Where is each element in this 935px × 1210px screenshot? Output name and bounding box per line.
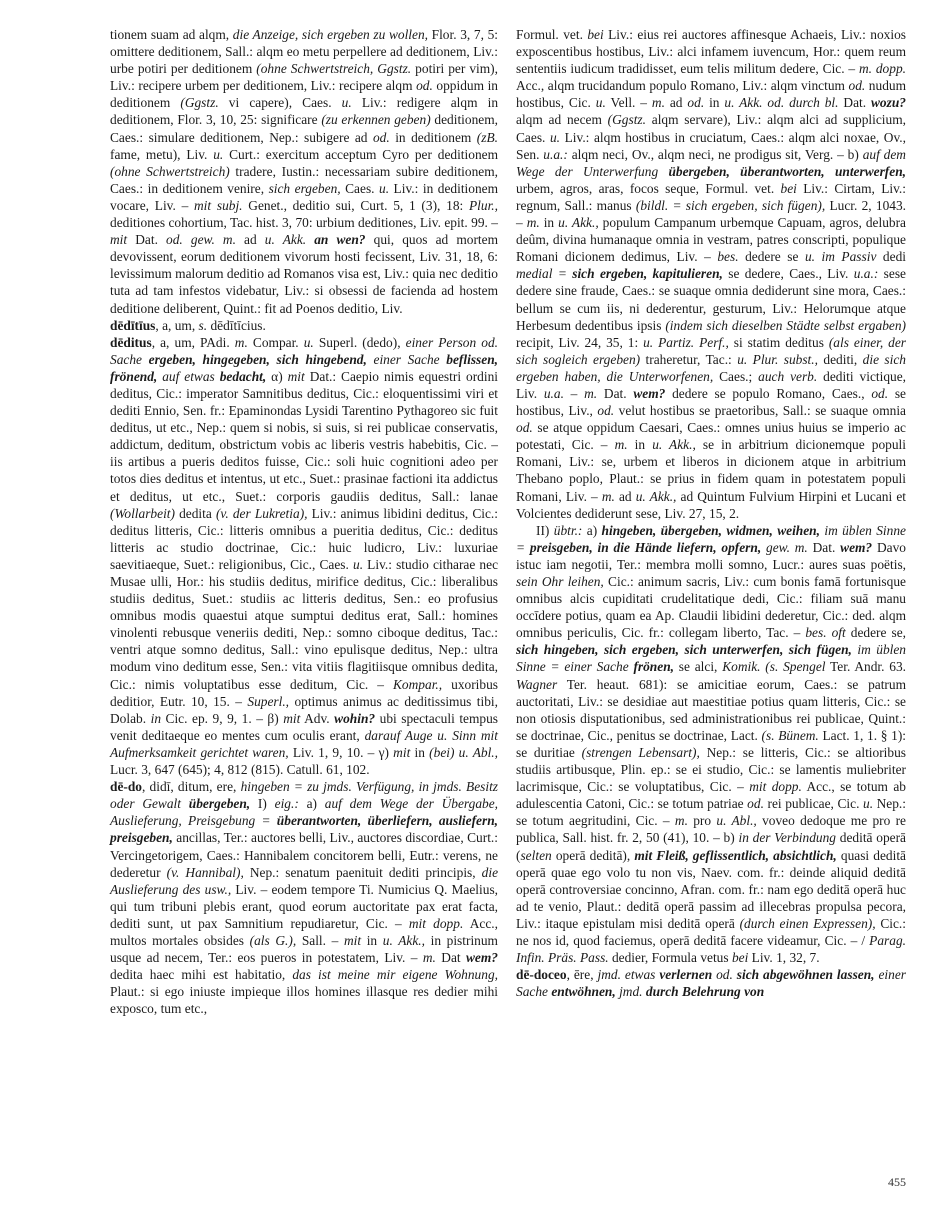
entry-keyword: dē-doceo	[516, 967, 567, 983]
entry-gloss: u.a.:	[543, 146, 568, 162]
entry-keyword: überantworten, überliefern, ausliefern, preisgeben,	[110, 813, 499, 846]
entry-text: Acc., multos mortales obsides	[110, 915, 498, 948]
entry-text: Plaut.: si ego iniuste impieque illos homines illasque res dedier mihi exposco, tum etc.,	[110, 984, 498, 1017]
entry-gloss: sein Ohr leihen,	[516, 574, 604, 589]
entry-text: tionem suam ad alqm,	[110, 27, 233, 42]
entry-gloss: (ohne Schwertstreich)	[110, 163, 230, 179]
entry-keyword: dēditus	[110, 334, 152, 350]
entry-gloss: mit	[283, 710, 301, 726]
entry-keyword: übergeben,	[188, 796, 251, 812]
entry-gloss: das ist meine mir eigene Wohnung,	[292, 967, 498, 983]
entry-text: Cic. ep. 9, 9, 1. – β)	[161, 710, 284, 726]
entry-gloss: od.	[516, 420, 533, 436]
entry-text: voveo dedoque me pro re publica, Sall. hist. fr. 2, 50 (41), 10. – b)	[516, 813, 906, 846]
entry-text: Flor. 3, 7, 5: omittere deditionem, Sall.: alqm eo metu perpellere ad deditionem, Liv.: urbe potiri per deditionem	[110, 27, 498, 77]
entry-text: Compar.	[247, 334, 304, 350]
entry-gloss: od. gew. m.	[166, 232, 236, 248]
entry-text: Adv.	[300, 710, 335, 726]
entry-text: Caes.	[340, 180, 380, 196]
entry-text: alqm servare), Liv.: alqm alci ad supplicium, Caes.	[516, 112, 906, 145]
entry-gloss: eig.:	[274, 796, 299, 812]
entry-text: vi capere), Caes.	[218, 95, 342, 111]
entry-gloss: u. Abl.,	[716, 813, 757, 829]
entry-gloss: gew. m.	[766, 539, 808, 555]
entry-gloss: (zB.	[476, 129, 498, 145]
entry-gloss: u.	[303, 334, 314, 350]
entry-keyword: sich hingeben, sich ergeben, sich unterwerfen, sich fügen,	[516, 642, 852, 658]
entry-gloss: auf dem Wege der Übergabe, Auslieferung, Preisgebung =	[110, 796, 498, 829]
entry-text	[367, 352, 374, 367]
entry-gloss: (Ggstz.	[180, 95, 219, 111]
entry-text: Liv.: Cirtam, Liv.: regnum, Sall.: manus	[516, 180, 906, 213]
entry-text: velut hostibus se praetoribus, Sall.: se suaque omnia	[614, 403, 906, 419]
entry-text: I)	[250, 796, 275, 812]
entry-gloss: mit dopp.	[408, 915, 464, 931]
entry-text: in	[704, 95, 725, 111]
entry-gloss: Superl.,	[247, 693, 290, 709]
entry-text: ad Quintum Fulvium Hirpini et Lucani et Volcientes dediderunt sese, Liv. 27, 15, 2.	[516, 488, 906, 521]
dictionary-entry-paragraph	[110, 778, 498, 1017]
entry-text: Ter. heaut. 681): se amicitiae eorum, Caes.: se patrum auctoritati, Liv.: se desidiae aut maestitiae potius quam litteris, Cic.: se non otiosis disputationibus, sed administrationibus rei publicae, Quint.: se doctrinae, Cic., penitus se doctrinae, Lact.	[516, 676, 906, 743]
entry-text: Nep.: se totum aegritudini, Cic. –	[516, 796, 906, 829]
entry-gloss: (indem sich dieselben Städte selbst ergaben)	[665, 317, 906, 333]
entry-gloss: medial =	[516, 266, 567, 282]
entry-gloss: hingeben = zu jmds. Verfügung, in jmds. Besitz oder Gewalt	[110, 779, 498, 812]
entry-text: dēdītīcius.	[207, 317, 266, 333]
entry-gloss: Parag. Infin. Präs. Pass.	[516, 932, 906, 966]
entry-text: in	[627, 437, 653, 453]
dictionary-entry-paragraph	[110, 317, 498, 334]
entry-gloss: u.	[353, 556, 364, 572]
entry-gloss: m.	[674, 813, 688, 829]
entry-text: Lact. 1, 1. § 1): se duritiae	[516, 727, 906, 760]
entry-text: dedere se populo Romano, Caes.,	[665, 385, 872, 401]
entry-gloss: od.	[416, 78, 433, 94]
entry-text: Cic.: ne nos id, quod faciemus, operā deditā facere videamur, Cic. – /	[516, 915, 906, 948]
dictionary-entry-paragraph	[110, 334, 498, 778]
entry-text: se alci,	[674, 659, 723, 675]
entry-text: recipit, Liv. 24, 35, 1:	[516, 334, 644, 350]
entry-text: ubi spectaculi tempus venit deditaeque eo mentes cum oculis erant,	[110, 710, 498, 743]
entry-text: Dat	[435, 950, 466, 966]
entry-gloss: od.	[372, 129, 390, 145]
entry-gloss: mit	[110, 232, 128, 248]
entry-keyword: verlernen	[659, 967, 713, 983]
dictionary-entry-paragraph	[516, 26, 906, 522]
entry-keyword: preisgeben, in die Hände liefern, opfern,	[529, 539, 762, 555]
dictionary-entry-paragraph	[516, 966, 906, 1000]
entry-gloss: u.	[549, 129, 561, 145]
entry-gloss: u.	[213, 146, 224, 162]
left-column	[110, 26, 498, 1017]
entry-text: Lucr. 2, 1043. –	[516, 197, 907, 231]
entry-gloss: u. Akk. od. durch bl.	[724, 95, 839, 111]
entry-text: alqm ad necem	[516, 112, 608, 128]
entry-text: Dat.	[127, 232, 167, 248]
entry-gloss: u.a.	[543, 385, 564, 401]
entry-text: se hostibus, Liv.,	[516, 385, 906, 419]
entry-gloss: u. Akk.,	[652, 437, 696, 453]
entry-gloss: od.	[597, 403, 615, 419]
entry-text: Dat.: Caepio nimis equestri ordini deditus, Cic.: imperator Samnitibus deditus, Cic.: eloquentissimi viri et dediti Ennio, Sen. fr.: Epaminondas Lysidi Tarentino Pythagoreo sic fuit deditus, ut etc., Nep.: quem si nobis, si suis, si rei publicae conservatis, addictum, deditum, obstrictum vobis ac liberis vestris habebitis, Cic. – iis artibus a pueris deditos fuisse, Cic.: soli huic cognitioni adeo per totos dies deditus et intentus, ut etc., Suet.: prasinae factioni ita addictus et deditus, ut etc., Suet.: corporis gaudiis deditus, Sall.: lanae	[110, 368, 498, 504]
entry-text	[658, 164, 668, 179]
entry-gloss: u.a.:	[853, 266, 879, 282]
entry-text: quasi deditā operā quae ego volo tu non vis, Naev. com. fr.: deinde aliquid deditā operā controversiae concinno, Afran. com. fr.: nam ego deditā operā huc ad te venio, Plaut.: deditā operā passim ad illecebras propulsa pecora, Liv.: itaque epistulam misi deditā operā	[516, 847, 906, 931]
entry-text: Superl. (dedo),	[313, 334, 406, 350]
entry-gloss: m.	[614, 437, 628, 453]
right-column	[516, 26, 906, 1000]
entry-gloss: bei	[587, 27, 604, 42]
entry-text: dedere se,	[845, 625, 906, 641]
entry-gloss: die Auslieferung des usw.,	[110, 864, 499, 897]
entry-text: qui, quos ad mortem devovissent, eorum deditionem vivorum hosti fecissent, Liv. 31, 18, 6: levissimum malorum deditio ad Romanos visa est, Liv.: quia nec deditio tuta ad tam infestos videbatur, Liv.: si obsessi de facienda ad hostem deditione deliberent, Quint.: fit ad Poenos deditio, Liv.	[110, 232, 498, 316]
entry-text: in	[361, 932, 383, 948]
entry-gloss: in	[150, 710, 162, 726]
entry-text: , a, um, PAdi.	[151, 334, 235, 350]
entry-keyword: wem?	[466, 950, 498, 966]
entry-text: tradere, Iustin.: necessariam subire deditionem, Caes.: in deditionem venire,	[110, 163, 498, 196]
entry-text: Liv.: studio citharae nec Musae ulli, Hor.: his studiis deditus, mirifice deditus, Cic.: liberalibus studiis deditus, Suet.: studiis ac litteris deditus, Sen.: eo profusius omnibus modis quaestui atque sumptui deditus erat, Sall.: homines vinolenti rebusque veneriis dediti, Nep.: somno ciboque deditus, Tac.: ventri atque somno deditus, Sall.: vino epulisque deditus, Nep.: ultra modum vino deditum esse, Sen.: vita vitiis flagitiisque omnibus dedita, Cic.: nimis voluptatibus esse deditum, Cic. –	[110, 556, 499, 692]
entry-text: se atque oppidum Caesari, Caes.: omnes unius huius se imperio ac potestati, Cic. –	[516, 420, 906, 453]
entry-text: pro	[687, 813, 717, 829]
entry-gloss: mit dopp.	[749, 779, 802, 795]
entry-keyword: dē-do	[110, 779, 142, 795]
entry-text: in deditionem	[389, 129, 477, 145]
entry-gloss: bei	[780, 180, 797, 196]
entry-gloss: selten	[520, 847, 552, 863]
entry-gloss: od.	[716, 967, 733, 983]
entry-gloss: einer Person od. Sache	[110, 334, 498, 367]
entry-text: Liv.: animus libidini deditus, Cic.: deditus litteris, Cic.: litteris omnibus a pueritia deditus, Cic.: deditus litteris ac studio doctrinae, Cic.: huic ludicro, Liv.: luxuriae saevitiaeque, Suet.: religionibus, Cic., Caes.	[110, 505, 498, 572]
entry-text: Dat.	[807, 539, 841, 555]
entry-text: dedita haec mihi est habitatio,	[110, 967, 293, 983]
entry-text: se dedere, Caes., Liv.	[722, 266, 854, 282]
entry-text: potiri per vim), Liv.: recipere urbem per deditionem, Liv.: recipere alqm	[110, 61, 498, 94]
entry-gloss: auf etwas	[162, 368, 215, 384]
entry-gloss: u. Akk.	[264, 232, 307, 248]
entry-gloss: (strengen Lebensart),	[581, 744, 700, 760]
entry-keyword: sich ergeben, kapitulieren,	[572, 266, 723, 282]
entry-gloss: m.	[526, 215, 540, 231]
entry-gloss: (v. Hannibal),	[166, 864, 244, 880]
entry-keyword: beflissen, frönend,	[110, 351, 498, 384]
entry-text: Caes.;	[713, 368, 759, 384]
entry-text: Sall. –	[296, 932, 344, 948]
entry-keyword: hingeben, übergeben, widmen, weihen,	[601, 522, 820, 538]
entry-gloss: einer Sache	[516, 967, 906, 1000]
entry-gloss: (ohne Schwertstreich, Ggstz.	[256, 61, 412, 77]
entry-text: a)	[298, 796, 325, 812]
entry-text: a)	[582, 522, 602, 538]
entry-text: si statim deditus	[728, 334, 829, 350]
entry-gloss: mit	[343, 932, 362, 948]
entry-text: rei publicae, Cic.	[763, 796, 863, 812]
entry-gloss: Komik. (s. Spengel	[722, 659, 826, 675]
entry-keyword: wohin?	[334, 710, 376, 726]
entry-text: –	[563, 385, 585, 401]
entry-gloss: Wagner	[516, 676, 558, 692]
entry-gloss: (s. Bünem.	[761, 727, 819, 743]
entry-text: Nep.: se litteris, Cic.: se altioribus studiis artibusque, Plin. ep.: se ei studio, Cic.: se lamentis muliebriter lacrimisque, Cic.: se voluptatibus, Cic. –	[516, 744, 906, 795]
entry-text: Dat.	[597, 385, 634, 401]
entry-text: se in arbitrium dicionemque populi Romani, Liv.: se, urbem et liberos in dicionem atque in arbitrium Thebano poplo, Plaut.: se prius in fidem quam in potestatem populi Romani, Liv. –	[516, 437, 906, 504]
entry-text: Liv. 1, 9, 10. – γ)	[288, 744, 394, 760]
entry-gloss: mit	[393, 744, 411, 760]
entry-keyword: dēdītīus	[110, 317, 156, 333]
entry-gloss: od.	[848, 78, 866, 94]
entry-text: II)	[536, 522, 554, 538]
entry-gloss: die Anzeige, sich ergeben zu wollen,	[232, 27, 428, 42]
entry-text: Liv.: in deditionem vocare, Liv. –	[110, 180, 499, 213]
entry-text: Acc., alqm trucidandum populo Romano, Liv.: alqm vinctum	[516, 78, 849, 94]
entry-gloss: Kompar.,	[393, 676, 443, 692]
entry-text: deditā operā (	[516, 830, 906, 863]
entry-text: Liv. – eodem tempore Ti. Numicius Q. Maelius, qui tum tribuni plebis erant, quod eorum auctoritate pax erat facta, dediti sunt, ut pax Samnitium repudiaretur, Cic. –	[110, 881, 498, 931]
entry-gloss: od.	[687, 95, 705, 111]
entry-keyword: übergeben, überantworten, unterwerfen,	[668, 163, 906, 179]
dictionary-entry-paragraph	[110, 26, 498, 317]
entry-gloss: darauf Auge u. Sinn mit Aufmerksamkeit gerichtet waren,	[110, 727, 498, 760]
entry-gloss: (zu erkennen geben)	[321, 112, 431, 128]
entry-text: alqm neci, Ov., alqm neci, ne prodigus sit, Verg. – b)	[567, 146, 863, 162]
entry-gloss: Plur.,	[468, 197, 498, 213]
entry-text: Ter. Andr. 63.	[825, 659, 906, 675]
entry-gloss: übtr.:	[553, 522, 583, 538]
entry-gloss: m.	[584, 385, 598, 401]
entry-gloss: auch verb.	[758, 368, 818, 384]
entry-gloss: (bei) u. Abl.,	[429, 744, 498, 760]
entry-text: Dat.	[838, 95, 871, 111]
entry-gloss: (als einer, der sich sogleich ergeben)	[516, 334, 906, 367]
entry-text: sese dedere sine fraude, Caes.: se suaque omnia dediderunt sine mora, Caes.: bellum se cum iis, ni dederentur, gesturum, Liv.: Helorumque atque Herbesum dedentibus ipsis	[516, 266, 906, 333]
entry-gloss: m. dopp.	[858, 61, 906, 77]
entry-text: nudum hostibus, Cic.	[516, 78, 906, 111]
entry-text: Liv. 1, 32, 7.	[748, 950, 820, 966]
entry-text: Liv.: alqm hostibus in cruciatum, Caes.: alqm alci noxae, Ov., Sen.	[516, 129, 907, 162]
entry-text: Liv.: eius rei auctores affinesque Achaeis, Liv.: noxios exposcentibus hostibus, Liv.: alci infamem iuvencum, Hor.: quem reum sententiis iudicum tradidisset, eum telis militum dedere, Cic. –	[516, 27, 906, 77]
entry-gloss: u.	[379, 180, 390, 196]
entry-gloss: jmd. etwas	[597, 967, 656, 983]
entry-gloss: die sich ergeben haben, die Unterworfenen,	[516, 351, 907, 384]
entry-gloss: (durch einen Expressen),	[739, 915, 876, 931]
entry-keyword: wozu?	[871, 95, 906, 111]
entry-gloss: u. Akk.,	[635, 488, 677, 504]
entry-gloss: in der Verbindung	[738, 830, 837, 846]
entry-gloss: u. Partiz. Perf.,	[643, 334, 729, 350]
entry-text: in	[410, 744, 430, 760]
entry-gloss: bes.	[717, 249, 739, 265]
entry-text: dedier, Formula vetus	[608, 950, 732, 966]
entry-gloss: u.	[595, 95, 606, 111]
entry-gloss: s.	[198, 317, 208, 333]
entry-text: ad	[235, 232, 265, 248]
entry-keyword: wem?	[633, 385, 666, 401]
entry-gloss: im üblen Sinne = einer Sache	[516, 642, 907, 675]
entry-gloss: auf dem Wege der Unterwerfung	[516, 146, 906, 179]
entry-text: , didī, ditum, ere,	[142, 779, 241, 795]
entry-text: Nep.: senatum paenituit dediti principis,	[243, 864, 482, 880]
entry-gloss: (Wollarbeit)	[110, 505, 175, 521]
entry-keyword: an wen?	[314, 232, 366, 248]
entry-gloss: bes. oft	[805, 625, 846, 641]
entry-text: oppidum in deditionem	[110, 78, 498, 111]
dictionary-entry-paragraph	[516, 522, 906, 966]
entry-gloss: jmd.	[619, 984, 643, 1000]
entry-text: ad	[614, 488, 636, 504]
entry-gloss: (als G.),	[249, 932, 297, 948]
entry-text: dediti victique, Liv.	[516, 368, 907, 401]
entry-gloss: u. im Passiv	[804, 249, 877, 265]
entry-text: ancillas, Ter.: auctores belli, Liv., auctores discordiae, Curt.: Vercingetorigem, Caes.: Hannibalem concitorem belli, Eutr.: verens, ne dederetur	[110, 830, 498, 880]
entry-gloss: einer Sache	[373, 351, 440, 367]
page-number: 455	[888, 1175, 906, 1189]
entry-text: Formul. vet.	[516, 27, 588, 42]
entry-gloss: od.	[747, 796, 764, 812]
entry-text: Genet., deditio sui, Curt. 5, 1 (3), 18:	[242, 197, 469, 213]
entry-gloss: u. Akk.,	[382, 932, 425, 948]
entry-text: Liv.: redigere alqm in deditionem, Flor. 3, 10, 25: significare	[110, 95, 499, 128]
entry-text: optimus animus ac deditissimus tibi, Dolab.	[110, 693, 498, 726]
entry-gloss: m.	[234, 334, 248, 350]
entry-keyword: frönen,	[633, 659, 674, 675]
entry-text	[181, 796, 189, 811]
entry-keyword: entwöhnen,	[551, 984, 616, 1000]
entry-keyword: wem?	[840, 539, 873, 555]
entry-text: dedi	[876, 249, 906, 265]
entry-text: urbem, agros, aras, focos seque, Formul. vet.	[516, 180, 781, 196]
entry-gloss: u. Plur. subst.,	[737, 351, 818, 367]
entry-keyword: mit Fleiß, geflissentlich, absichtlich,	[634, 847, 837, 863]
entry-keyword: durch Belehrung von	[645, 984, 765, 1000]
entry-gloss: m.	[651, 95, 665, 111]
entry-text: in	[539, 215, 559, 231]
entry-gloss: mit	[287, 368, 305, 384]
entry-gloss: u.	[863, 796, 874, 812]
entry-gloss: (bildl. = sich ergeben, sich fügen),	[635, 197, 826, 213]
entry-text: deditiones cohortium, Tac. hist. 3, 70: urbium deditiones, Liv. epit. 99. –	[110, 215, 498, 231]
entry-keyword: ergeben, hingegeben, sich hingebend,	[148, 351, 367, 367]
entry-text: , a, um,	[155, 317, 199, 333]
entry-gloss: (Ggstz.	[607, 112, 646, 128]
entry-gloss: mit subj.	[194, 197, 243, 213]
entry-text: deditionem, Caes.: simulare deditionem, Nep.: subigere ad	[110, 112, 498, 145]
entry-text: Lucr. 3, 647 (645); 4, 812 (815). Catull. 61, 102.	[110, 762, 370, 778]
entry-gloss: im üblen Sinne =	[516, 522, 906, 555]
entry-gloss: sich ergeben,	[268, 180, 341, 196]
entry-text	[142, 352, 149, 367]
entry-text: Cic.: animum sacris, Liv.: cum bonis famā fortunisque omnibus alcis cupiditati crudelitatique dedi, Cic.: filiam suā manu occīdere potius, quam ea Ap. Claudii libidini dederetur, Cic.: ded. alqm omnibus periculis, Cic. fr.: collegam liberto, Tac. –	[516, 574, 906, 641]
entry-keyword: bedacht,	[219, 368, 267, 384]
entry-keyword: sich abgewöhnen lassen,	[736, 967, 875, 983]
entry-text: uxoribus deditior, Eutr. 10, 15. –	[110, 676, 499, 709]
entry-gloss: bei	[731, 950, 749, 966]
entry-text: dedere se	[738, 249, 805, 265]
entry-gloss: u. Akk.,	[558, 215, 599, 231]
entry-text: operā deditā),	[551, 847, 635, 863]
entry-text: Acc., se totum ab adulescentia Catoni, Cic.: se totum patriae	[516, 779, 906, 812]
entry-gloss: m.	[601, 488, 615, 504]
entry-gloss: od.	[871, 385, 889, 401]
entry-text: Vell. –	[605, 95, 652, 111]
entry-gloss: (v. der Lukretia),	[215, 505, 308, 521]
entry-text: , ēre,	[566, 967, 598, 983]
entry-text: dedita	[174, 505, 216, 521]
entry-text: dediti,	[817, 351, 863, 367]
entry-gloss: m.	[422, 950, 436, 966]
entry-gloss: u.	[341, 95, 352, 111]
entry-text: in pistrinum usque ad necem, Ter.: eos pueros in potestatem, Liv. –	[110, 932, 498, 966]
entry-text: Davo istuc iam negotii, Ter.: membra molli somno, Lucr.: aures suas poëtis,	[516, 539, 906, 572]
entry-text: fame, metu), Liv.	[110, 146, 214, 162]
entry-text: traheretur, Tac.:	[640, 351, 738, 367]
entry-text: α)	[266, 368, 288, 384]
entry-text: ad	[664, 95, 688, 111]
entry-text: populum Campanum urbemque Capuam, agros, delubra deûm, divina humanaque omnia in vestram, patres conscripti, populique Romani dicionem dedimus, Liv. –	[516, 215, 906, 265]
entry-text: Curt.: exercitum acceptum Cyro per deditionem	[223, 146, 498, 162]
